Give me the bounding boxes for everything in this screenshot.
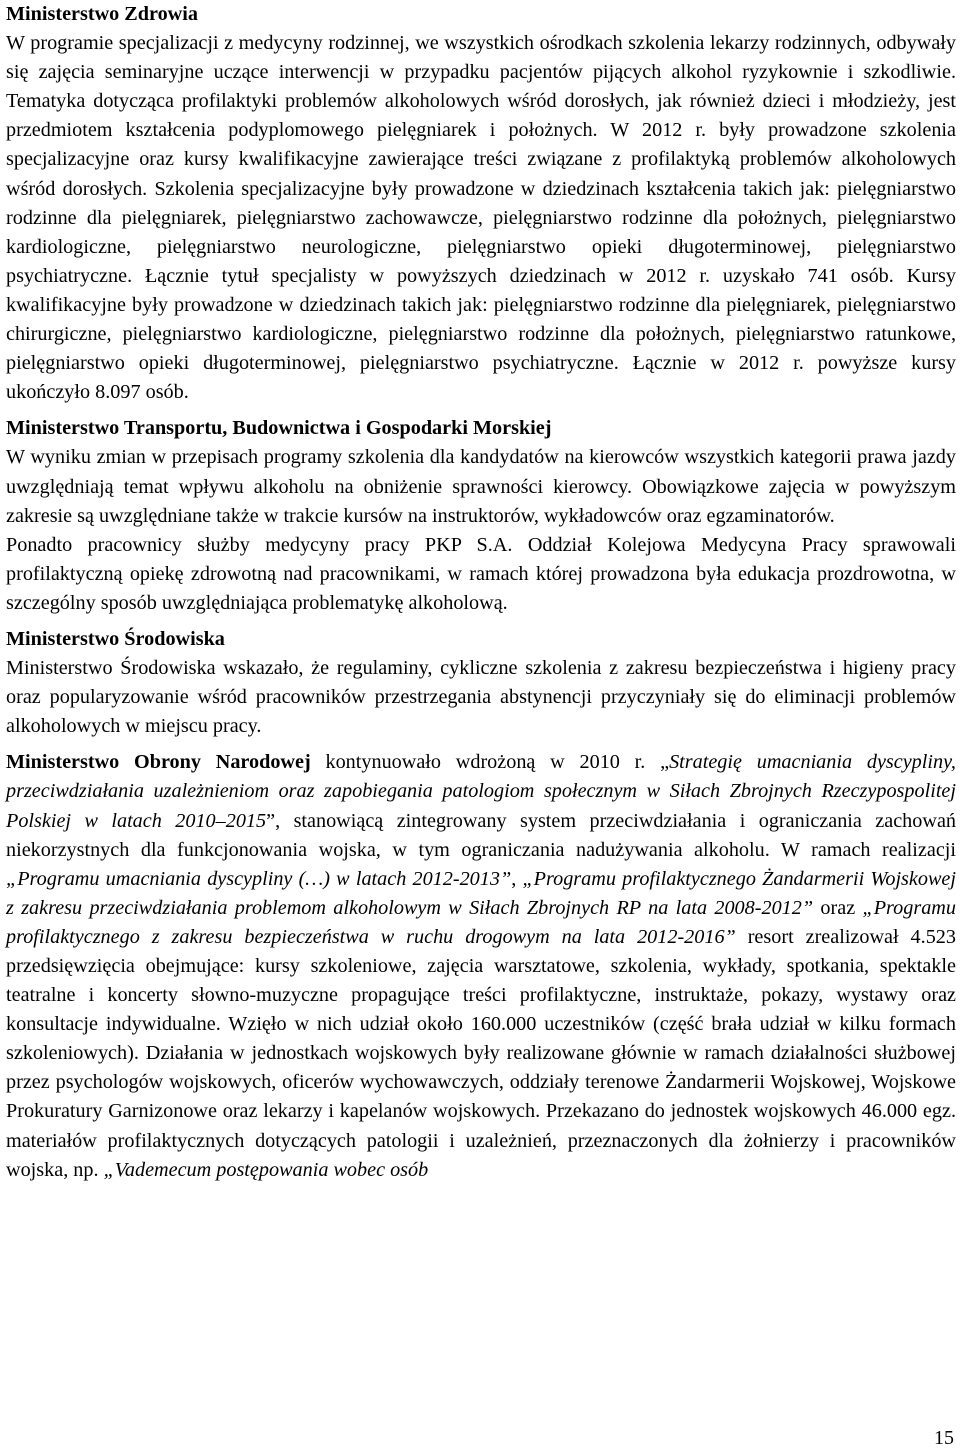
section-paragraph: W programie specjalizacji z medycyny rodzinnej, we wszystkich ośrodkach szkolenia lekarzy rodzinnych, odbywały się zajęcia seminaryjne uczące interwencji w przypadku pacjentów pijących alkohol ryzykownie i szkodliwie. Tematyka dotycząca profilaktyki problemów alkoholowych wśród dorosłych, jak również dzieci i młodzieży, jest przedmiotem kształcenia podyplomowego pielęgniarek i położnych. W 2012 r. były prowadzone szkolenia specjalizacyjne oraz kursy kwalifikacyjne zawierające treści związane z profilaktyką problemów alkoholowych wśród dorosłych. Szkolenia specjalizacyjne były prowadzone w dziedzinach kształcenia takich jak: pielęgniarstwo rodzinne dla pielęgniarek, pielęgniarstwo zachowawcze, pielęgniarstwo rodzinne dla położnych, pielęgniarstwo kardiologiczne, pielęgniarstwo neurologiczne, pielęgniarstwo opieki długoterminowej, pielęgniarstwo psychiatryczne. Łącznie tytuł specjalisty w powyższych dziedzinach w 2012 r. uzyskało 741 osób. Kursy kwalifikacyjne były prowadzone w dziedzinach takich jak: pielęgniarstwo rodzinne dla pielęgniarek, pielęgniarstwo chirurgiczne, pielęgniarstwo kardiologiczne, pielęgniarstwo rodzinne dla położnych, pielęgniarstwo ratunkowe, pielęgniarstwo opieki długoterminowej, pielęgniarstwo psychiatryczne. Łącznie w 2012 r. powyższe kursy ukończyło 8.097 osób. <box>6 32 956 404</box>
section-heading: Ministerstwo Obrony Narodowej <box>6 751 311 774</box>
section-paragraph: Ministerstwo Środowiska wskazało, że regulaminy, cykliczne szkolenia z zakresu bezpieczeństwa i higieny pracy oraz popularyzowanie wśród pracowników przestrzegania abstynencji przyczyniały się do eliminacji problemów alkoholowych w miejscu pracy. <box>6 657 956 738</box>
section-paragraph <box>6 748 956 1184</box>
text-run: , <box>511 867 523 890</box>
text-run: kontynuowało wdrożoną w 2010 r. „ <box>310 751 670 774</box>
document-title-citation: Strategię umacniania dyscypliny, przeciwdziałania uzależnieniom oraz zapobiegania patologiom społecznym w Siłach Zbrojnych Rzeczypospolitej Polskiej w latach 2010–2015 <box>6 751 956 832</box>
publication-title-citation: „Vademecum postępowania wobec osób <box>103 1158 429 1181</box>
text-run: ”, stanowiącą zintegrowany system przeciwdziałania i ograniczania zachowań niekorzystnych dla funkcjonowania wojska, w tym ograniczania nadużywania alkoholu. W ramach realizacji <box>6 809 956 861</box>
section-ministerstwo-zdrowia <box>6 0 956 407</box>
section-ministerstwo-obrony-narodowej <box>6 748 956 1184</box>
program-title-citation: „Programu profilaktycznego z zakresu bezpieczeństwa w ruchu drogowym na lata 2012-2016” <box>6 896 956 948</box>
section-ministerstwo-srodowiska <box>6 625 956 741</box>
page-number: 15 <box>934 1427 954 1449</box>
text-run: resort zrealizował 4.523 przedsięwzięcia obejmujące: kursy szkoleniowe, zajęcia warsztatowe, szkolenia, wykłady, spotkania, spektakle teatralne i koncerty słowno-muzyczne propagujące treści profilaktyczne, instruktaże, pokazy, wystawy oraz konsultacje indywidualne. Wzięło w nich udział około 160.000 uczestników (część brała udział w kilku formach szkoleniowych). Działania w jednostkach wojskowych były realizowane głównie w ramach działalności służbowej przez psychologów wojskowych, oficerów wychowawczych, oddziały terenowe Żandarmerii Wojskowej, Wojskowe Prokuratury Garnizonowe oraz lekarzy i kapelanów wojskowych. Przekazano do jednostek wojskowych 46.000 egz. materiałów profilaktycznych dotyczących patologii i uzależnień, przeznaczonych dla żołnierzy i pracowników wojska, np. <box>6 925 956 1181</box>
program-title-citation: „Programu profilaktycznego Żandarmerii Wojskowej z zakresu przeciwdziałania problemom alkoholowym w Siłach Zbrojnych RP na lata 2008-2012” <box>6 867 956 919</box>
document-page <box>6 0 956 1185</box>
section-heading: Ministerstwo Transportu, Budownictwa i Gospodarki Morskiej <box>6 417 552 440</box>
section-heading: Ministerstwo Środowiska <box>6 627 225 650</box>
section-heading: Ministerstwo Zdrowia <box>6 3 198 25</box>
section-paragraph: W wyniku zmian w przepisach programy szkolenia dla kandydatów na kierowców wszystkich kategorii prawa jazdy uwzględniają temat wpływu alkoholu na obniżenie sprawności kierowcy. Obowiązkowe zajęcia w powyższym zakresie są uwzględniane także w trakcie kursów na instruktorów, wykładowców oraz egzaminatorów. <box>6 446 956 527</box>
program-title-citation: „Programu umacniania dyscypliny (…) w latach 2012-2013” <box>6 867 512 890</box>
section-ministerstwo-transportu <box>6 414 956 618</box>
text-run: oraz <box>813 896 863 919</box>
section-paragraph: Ponadto pracownicy służby medycyny pracy PKP S.A. Oddział Kolejowa Medycyna Pracy sprawowali profilaktyczną opiekę zdrowotną nad pracownikami, w ramach której prowadzona była edukacja prozdrowotna, w szczególny sposób uwzględniająca problematykę alkoholową. <box>6 533 956 614</box>
